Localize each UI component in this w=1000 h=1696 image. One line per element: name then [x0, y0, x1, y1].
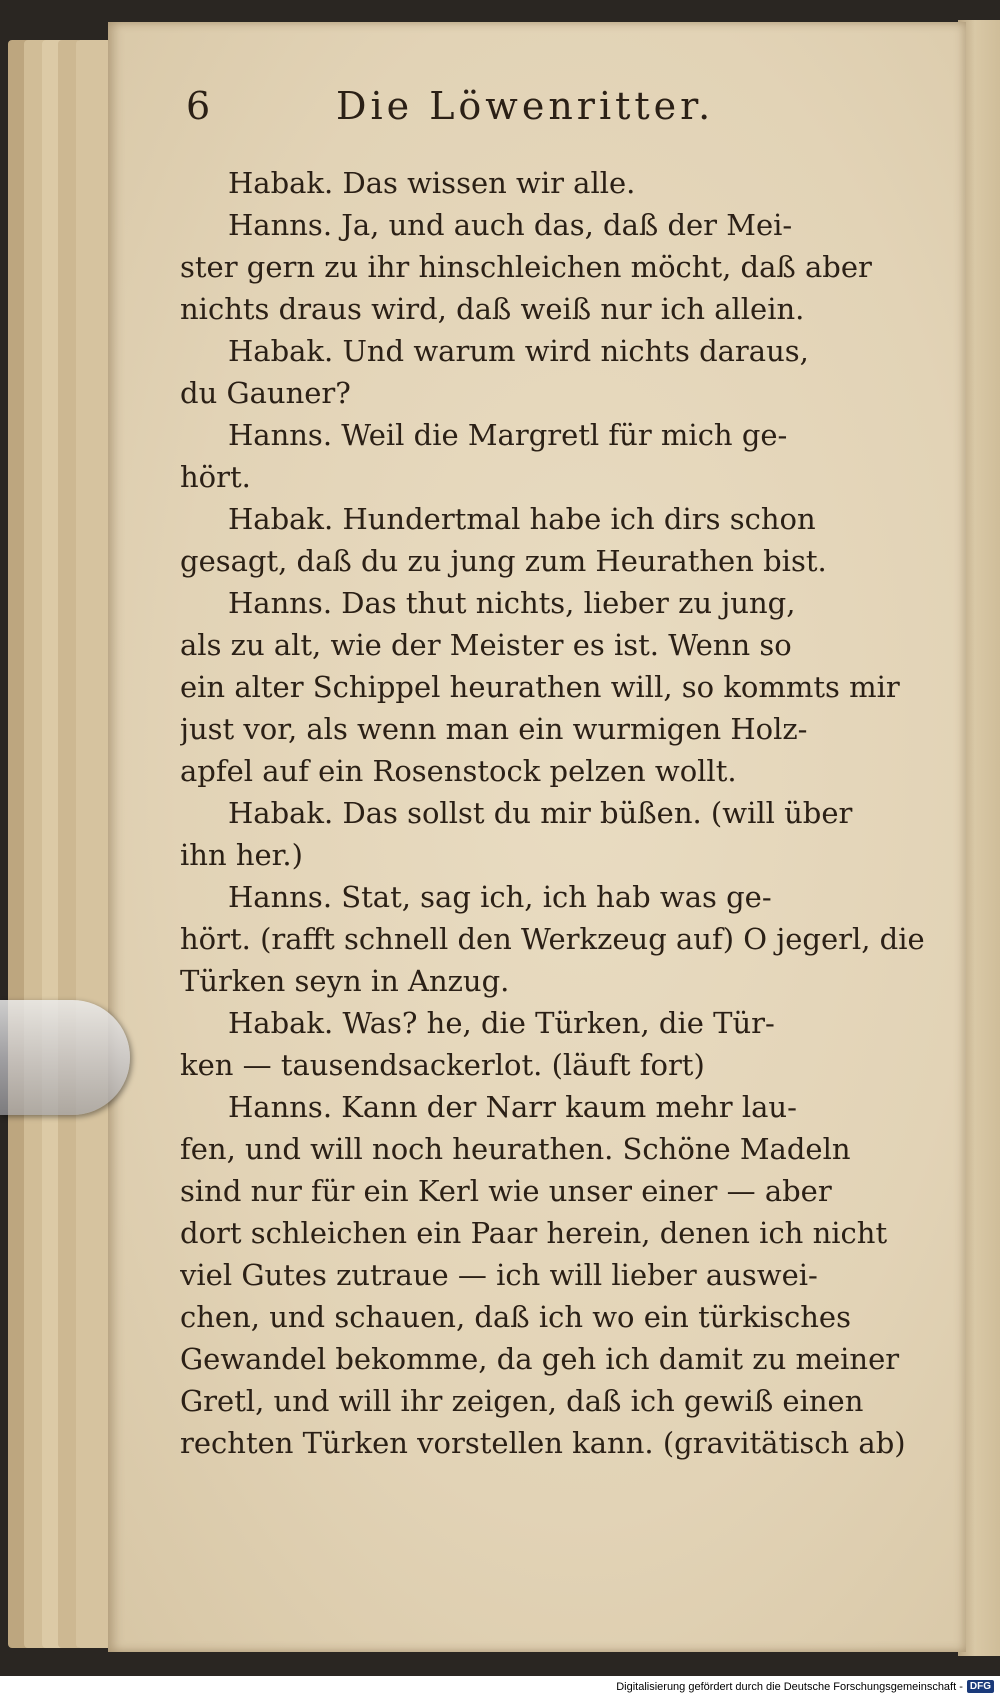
- page-clip: [0, 1000, 130, 1115]
- text-line: du Gauner?: [180, 376, 351, 410]
- dfg-logo-icon: DFG: [967, 1680, 994, 1693]
- text-line: hört. (rafft schnell den Werkzeug auf) O jegerl, die: [180, 922, 925, 956]
- text-line: Hanns. Das thut nichts, lieber zu jung,: [228, 586, 796, 620]
- digitization-footer: [616, 1677, 994, 1696]
- text-line: Hanns. Kann der Narr kaum mehr lau-: [228, 1090, 797, 1124]
- text-line: chen, und schauen, daß ich wo ein türkisches: [180, 1300, 851, 1334]
- text-line: rechten Türken vorstellen kann. (gravitätisch ab): [180, 1426, 906, 1460]
- running-title: Die Löwenritter.: [336, 84, 715, 128]
- text-line: just vor, als wenn man ein wurmigen Holz-: [180, 712, 808, 746]
- text-line: Türken seyn in Anzug.: [180, 964, 510, 998]
- text-line: Habak. Das sollst du mir büßen. (will über: [228, 796, 853, 830]
- text-line: Gretl, und will ihr zeigen, daß ich gewiß einen: [180, 1384, 864, 1418]
- text-line: Hanns. Ja, und auch das, daß der Mei-: [228, 208, 793, 242]
- text-line: nichts draus wird, daß weiß nur ich allein.: [180, 292, 805, 326]
- text-line: apfel auf ein Rosenstock pelzen wollt.: [180, 754, 737, 788]
- text-line: hört.: [180, 460, 251, 494]
- text-line: als zu alt, wie der Meister es ist. Wenn so: [180, 628, 792, 662]
- text-line: Habak. Hundertmal habe ich dirs schon: [228, 502, 816, 536]
- text-line: gesagt, daß du zu jung zum Heurathen bist.: [180, 544, 827, 578]
- text-line: fen, und will noch heurathen. Schöne Madeln: [180, 1132, 851, 1166]
- text-line: Gewandel bekomme, da geh ich damit zu meiner: [180, 1342, 900, 1376]
- text-line: Habak. Was? he, die Türken, die Tür-: [228, 1006, 775, 1040]
- page-number: 6: [186, 84, 212, 128]
- footer-text: Digitalisierung gefördert durch die Deutsche Forschungsgemeinschaft -: [616, 1680, 963, 1693]
- text-line: dort schleichen ein Paar herein, denen ich nicht: [180, 1216, 888, 1250]
- text-line: ster gern zu ihr hinschleichen möcht, daß aber: [180, 250, 872, 284]
- text-line: sind nur für ein Kerl wie unser einer — aber: [180, 1174, 832, 1208]
- text-line: ein alter Schippel heurathen will, so kommts mir: [180, 670, 900, 704]
- text-line: viel Gutes zutraue — ich will lieber auswei-: [180, 1258, 818, 1292]
- text-line: ihn her.): [180, 838, 303, 872]
- body-text: [180, 162, 1000, 1464]
- text-line: Habak. Und warum wird nichts daraus,: [228, 334, 809, 368]
- book-page: [108, 22, 966, 1652]
- text-line: Hanns. Weil die Margretl für mich ge-: [228, 418, 788, 452]
- text-line: Habak. Das wissen wir alle.: [228, 166, 636, 200]
- text-line: ken — tausendsackerlot. (läuft fort): [180, 1048, 705, 1082]
- text-line: Hanns. Stat, sag ich, ich hab was ge-: [228, 880, 772, 914]
